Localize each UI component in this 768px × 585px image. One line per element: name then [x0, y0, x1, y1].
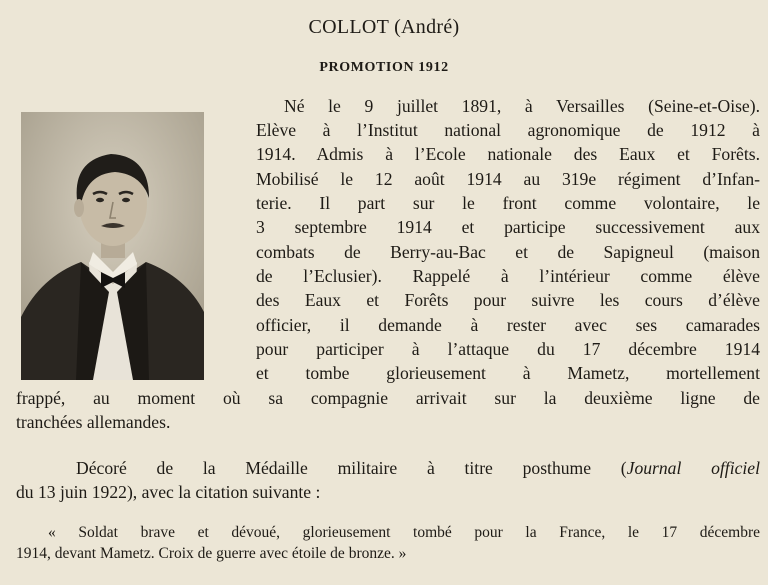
citation-line: « Soldat brave et dévoué, glorieusement tombé pour la France, le 17 décembre: [48, 524, 760, 541]
bio-line: et tombe glorieusement à Mametz, mortellement: [256, 363, 760, 383]
bio-line: officier, il demande à rester avec ses camarades: [256, 315, 760, 335]
decoration-line: Décoré de la Médaille militaire à titre posthume (Journal officiel: [76, 458, 760, 478]
bio-line: 1914. Admis à l’Ecole nationale des Eaux et Forêts.: [256, 144, 760, 164]
bio-line: terie. Il part sur le front comme volontaire, le: [256, 193, 760, 213]
bio-line: 3 septembre 1914 et participe successivement aux: [256, 217, 760, 237]
citation-line: 1914, devant Mametz. Croix de guerre avec étoile de bronze. »: [16, 545, 407, 562]
decoration-line: du 13 juin 1922), avec la citation suivante :: [16, 482, 321, 502]
bio-line: pour participer à l’attaque du 17 décembre 1914: [256, 339, 760, 359]
page-title: COLLOT (André): [308, 16, 460, 38]
portrait-photo-icon: [21, 112, 204, 380]
bio-line: tranchées allemandes.: [16, 412, 171, 432]
bio-line: frappé, au moment où sa compagnie arrivait sur la deuxième ligne de: [16, 388, 760, 408]
portrait-photo: [21, 112, 204, 380]
bio-line: des Eaux et Forêts pour suivre les cours d’élève: [256, 290, 760, 310]
bio-line: combats de Berry-au-Bac et de Sapigneul (maison: [256, 242, 760, 262]
bio-line: de l’Eclusier). Rappelé à l’intérieur comme élève: [256, 266, 760, 286]
bio-line: Né le 9 juillet 1891, à Versailles (Seine-et-Oise).: [284, 96, 760, 116]
promotion-heading: PROMOTION 1912: [319, 60, 449, 75]
bio-line: Elève à l’Institut national agronomique de 1912 à: [256, 120, 760, 140]
bio-line: Mobilisé le 12 août 1914 au 319e régiment d’Infan-: [256, 169, 760, 189]
